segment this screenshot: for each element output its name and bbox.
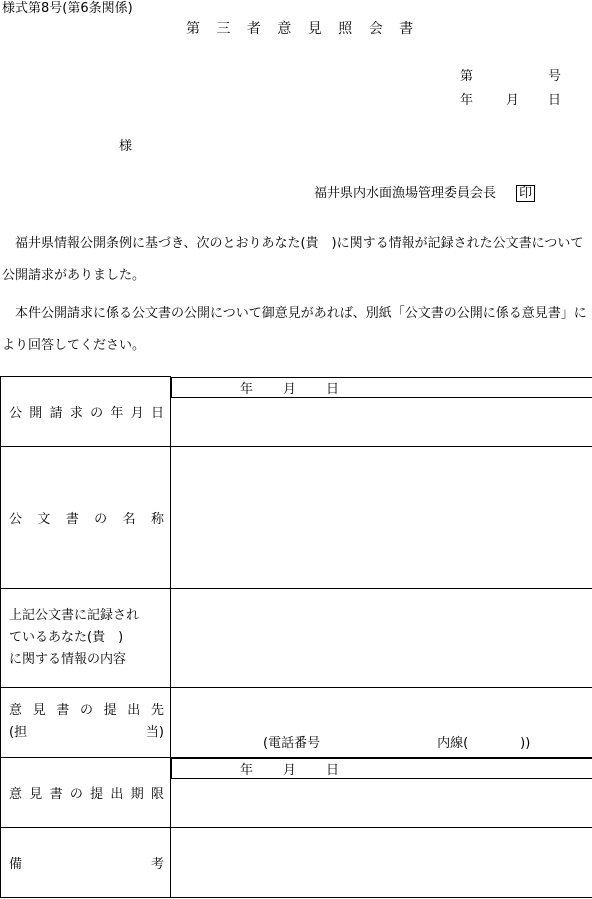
submission-deadline-label-cell bbox=[1, 757, 171, 827]
request-date-year: 年 bbox=[240, 381, 254, 397]
recorded-info-label-cell bbox=[1, 589, 171, 687]
issue-date-day: 日 bbox=[548, 93, 562, 108]
recorded-info-label-line3: に関する情報の内容 bbox=[9, 651, 127, 667]
seal-stamp: 印 bbox=[516, 185, 535, 202]
table-row bbox=[1, 447, 592, 589]
issue-date-year: 年 bbox=[460, 93, 474, 108]
sender-block bbox=[314, 185, 535, 202]
document-name-value[interactable] bbox=[171, 447, 592, 589]
deadline-month: 月 bbox=[283, 762, 297, 778]
table-row bbox=[1, 827, 592, 897]
document-number-go: 号 bbox=[548, 69, 562, 84]
table-row bbox=[1, 589, 592, 687]
submission-address-label-line1: 意 見 書 の 提 出 先 bbox=[9, 703, 164, 719]
page-title: 第 三 者 意 見 照 会 書 bbox=[186, 21, 420, 37]
submission-deadline-value[interactable] bbox=[171, 758, 592, 779]
remarks-value[interactable] bbox=[171, 827, 592, 897]
submission-address-label-line2: (担 当) bbox=[9, 725, 164, 741]
request-date-day: 日 bbox=[326, 381, 340, 397]
document-name-label-cell bbox=[1, 447, 171, 589]
issue-date-month: 月 bbox=[506, 93, 520, 108]
addressee-suffix: 様 bbox=[119, 139, 133, 154]
request-date-label: 公 開 請 求 の 年 月 日 bbox=[9, 406, 164, 422]
table-row bbox=[1, 757, 592, 827]
recorded-info-value[interactable] bbox=[171, 589, 592, 687]
sender-name: 福井県内水面漁場管理委員会長 bbox=[314, 186, 497, 201]
submission-deadline-label: 意 見 書 の 提 出 期 限 bbox=[9, 786, 164, 802]
phone-extension-line: (電話番号 内線( )) bbox=[263, 735, 531, 751]
body-paragraph-2: 本件公開請求に係る公文書の公開について御意見があれば、別紙「公文書の公開に係る意見書」により回答してください。 bbox=[2, 306, 587, 353]
request-date-value[interactable] bbox=[171, 377, 592, 398]
submission-address-label-cell bbox=[1, 687, 171, 757]
request-date-month: 月 bbox=[283, 381, 297, 397]
request-date-label-cell bbox=[1, 377, 171, 447]
table-row bbox=[1, 687, 592, 757]
recorded-info-label-line2: ているあなた(貴 ) bbox=[9, 629, 124, 645]
table-row bbox=[1, 377, 592, 447]
inquiry-form-table bbox=[0, 376, 592, 898]
document-name-label: 公 文 書 の 名 称 bbox=[9, 512, 164, 528]
deadline-day: 日 bbox=[326, 762, 340, 778]
submission-address-value[interactable] bbox=[171, 687, 592, 757]
remarks-label-cell bbox=[1, 827, 171, 897]
form-number: 様式第8号(第6条関係) bbox=[2, 1, 133, 16]
document-number-dai: 第 bbox=[460, 69, 474, 84]
remarks-label: 備 考 bbox=[9, 856, 164, 872]
deadline-year: 年 bbox=[240, 762, 254, 778]
body-paragraph-1: 福井県情報公開条例に基づき、次のとおりあなた(貴 )に関する情報が記録された公文書について公開請求がありました。 bbox=[2, 236, 584, 283]
recorded-info-label-line1: 上記公文書に記録され bbox=[9, 607, 140, 623]
